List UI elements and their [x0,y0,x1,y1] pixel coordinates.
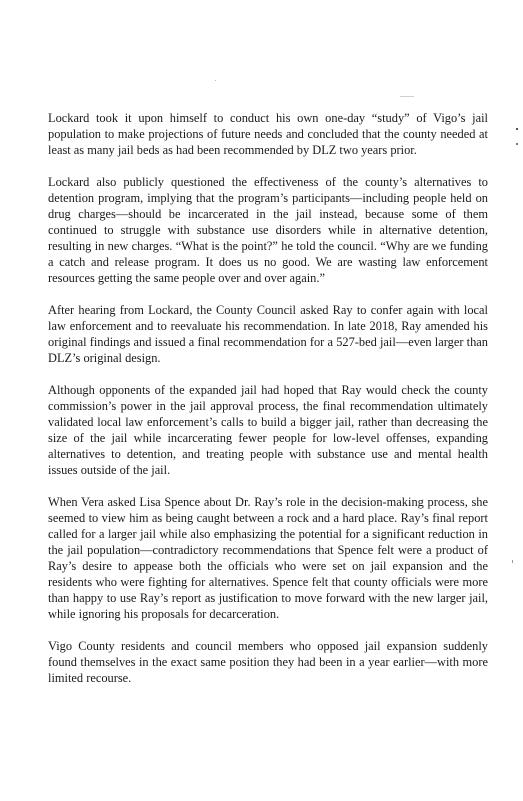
paragraph: Lockard also publicly questioned the effectiveness of the county’s alternatives to detention program, implying that the program’s participants—including people held on drug charges—should be incarcerated in the jail instead, because some of them continued to struggle with substance use disorders while in alternative detention, resulting in new charges. “What is the point?” he told the council. “Why are we funding a catch and release program. It does us no good. We are wasting law enforcement resources getting the same people over and over again.” [48,175,488,285]
scan-speck [512,560,513,563]
paragraph: When Vera asked Lisa Spence about Dr. Ray’s role in the decision-making process, she seemed to view him as being caught between a rock and a hard place. Ray’s final report called for a larger jail while also emphasizing the potential for a significant reduction in the jail population—contradictory recommendations that Spence felt were a product of Ray’s desire to appease both the officials who were set on jail expansion and the residents who were fighting for alternatives. Spence felt that county officials were more than happy to use Ray’s report as justification to move forward with the new larger jail, while ignoring his proposals for decarceration. [48,495,488,621]
body-text [48,110,488,702]
scan-speck [400,96,414,97]
scan-speck [215,80,216,81]
scan-speck [516,128,518,130]
paragraph: Lockard took it upon himself to conduct his own one-day “study” of Vigo’s jail population to make projections of future needs and concluded that the county needed at least as many jail beds as had been recommended by DLZ two years prior. [48,111,488,157]
paragraph: Vigo County residents and council members who opposed jail expansion suddenly found themselves in the exact same position they had been in a year earlier—with more limited recourse. [48,639,488,685]
paragraph: After hearing from Lockard, the County Council asked Ray to confer again with local law enforcement and to reevaluate his recommendation. In late 2018, Ray amended his original findings and issued a final recommendation for a 527-bed jail—even larger than DLZ’s original design. [48,303,488,365]
scan-speck [516,143,518,145]
paragraph: Although opponents of the expanded jail had hoped that Ray would check the county commission’s power in the jail approval process, the final recommendation ultimately validated local law enforcement’s calls to build a bigger jail, rather than decreasing the size of the jail while incarcerating fewer people for low-level offenses, expanding alternatives to detention, and treating people with substance use and mental health issues outside of the jail. [48,383,488,477]
